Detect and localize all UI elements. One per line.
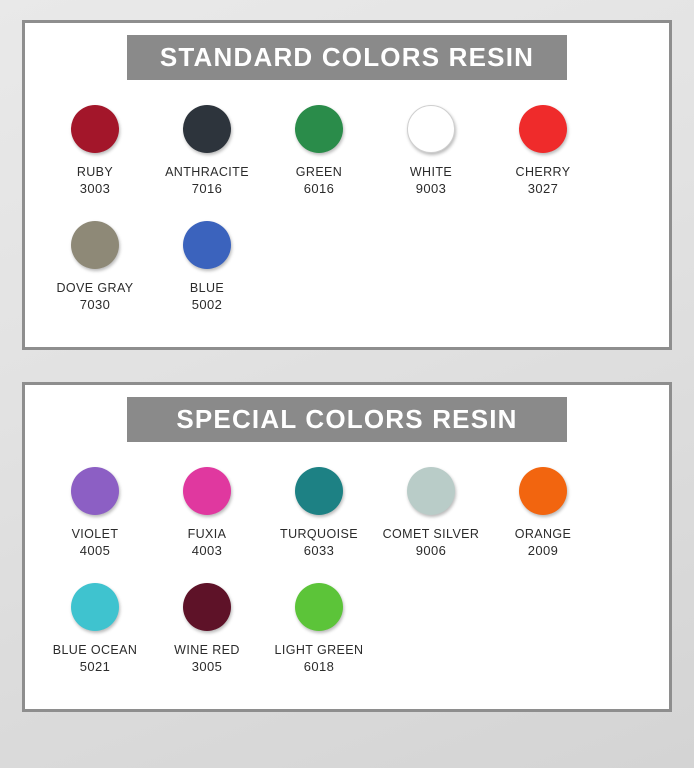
color-dot-white (407, 105, 455, 153)
standard-colors-row-1 (39, 95, 655, 197)
color-code: 7030 (79, 297, 111, 312)
color-code: 9006 (415, 543, 447, 558)
color-dot-light-green (295, 583, 343, 631)
color-name: TURQUOISE (280, 527, 358, 541)
color-name: GREEN (295, 165, 343, 179)
standard-colors-title: STANDARD COLORS RESIN (159, 42, 535, 72)
color-code: 6016 (303, 181, 335, 196)
color-swatch[interactable] (375, 95, 487, 197)
color-swatch[interactable] (263, 573, 375, 675)
color-swatch[interactable] (151, 457, 263, 559)
color-dot-orange (519, 467, 567, 515)
color-swatch[interactable] (487, 95, 599, 197)
standard-colors-panel (22, 20, 672, 350)
color-name: COMET SILVER (382, 527, 480, 541)
color-swatch[interactable] (151, 95, 263, 197)
color-code: 5021 (79, 659, 111, 674)
color-dot-wine-red (183, 583, 231, 631)
color-swatch[interactable] (487, 457, 599, 559)
color-name: RUBY (76, 165, 114, 179)
color-swatch[interactable] (39, 95, 151, 197)
special-colors-panel (22, 382, 672, 712)
color-swatch[interactable] (375, 457, 487, 559)
color-name: ORANGE (514, 527, 572, 541)
color-dot-anthracite (183, 105, 231, 153)
color-name: WHITE (409, 165, 453, 179)
color-swatch[interactable] (39, 211, 151, 313)
color-dot-turquoise (295, 467, 343, 515)
color-swatch[interactable] (263, 95, 375, 197)
color-code: 2009 (527, 543, 559, 558)
standard-colors-title-bar (127, 35, 567, 80)
color-name: FUXIA (187, 527, 227, 541)
color-code: 9003 (415, 181, 447, 196)
special-colors-row-1 (39, 457, 655, 559)
color-dot-ruby (71, 105, 119, 153)
standard-colors-row-2 (39, 211, 655, 313)
color-name: ANTHRACITE (165, 165, 249, 179)
special-colors-row-2 (39, 573, 655, 675)
color-code: 3003 (79, 181, 111, 196)
special-colors-title-bar (127, 397, 567, 442)
special-colors-grid (25, 457, 669, 675)
color-code: 6018 (303, 659, 335, 674)
color-code: 5002 (191, 297, 223, 312)
special-colors-title: SPECIAL COLORS RESIN (176, 404, 518, 434)
color-name: BLUE OCEAN (52, 643, 138, 657)
color-name: LIGHT GREEN (274, 643, 364, 657)
color-swatch[interactable] (151, 211, 263, 313)
color-swatch[interactable] (151, 573, 263, 675)
color-code: 3005 (191, 659, 223, 674)
color-dot-cherry (519, 105, 567, 153)
color-name: VIOLET (71, 527, 119, 541)
color-dot-comet-silver (407, 467, 455, 515)
color-code: 3027 (527, 181, 559, 196)
color-dot-blue-ocean (71, 583, 119, 631)
color-swatch[interactable] (263, 457, 375, 559)
color-code: 6033 (303, 543, 335, 558)
standard-colors-grid (25, 95, 669, 313)
color-code: 7016 (191, 181, 223, 196)
color-name: BLUE (189, 281, 225, 295)
color-dot-dove-gray (71, 221, 119, 269)
color-name: DOVE GRAY (56, 281, 134, 295)
color-dot-green (295, 105, 343, 153)
color-swatch[interactable] (39, 457, 151, 559)
color-code: 4003 (191, 543, 223, 558)
color-name: WINE RED (174, 643, 240, 657)
color-code: 4005 (79, 543, 111, 558)
color-swatch[interactable] (39, 573, 151, 675)
color-dot-blue (183, 221, 231, 269)
color-dot-violet (71, 467, 119, 515)
color-name: CHERRY (515, 165, 571, 179)
color-dot-fuxia (183, 467, 231, 515)
